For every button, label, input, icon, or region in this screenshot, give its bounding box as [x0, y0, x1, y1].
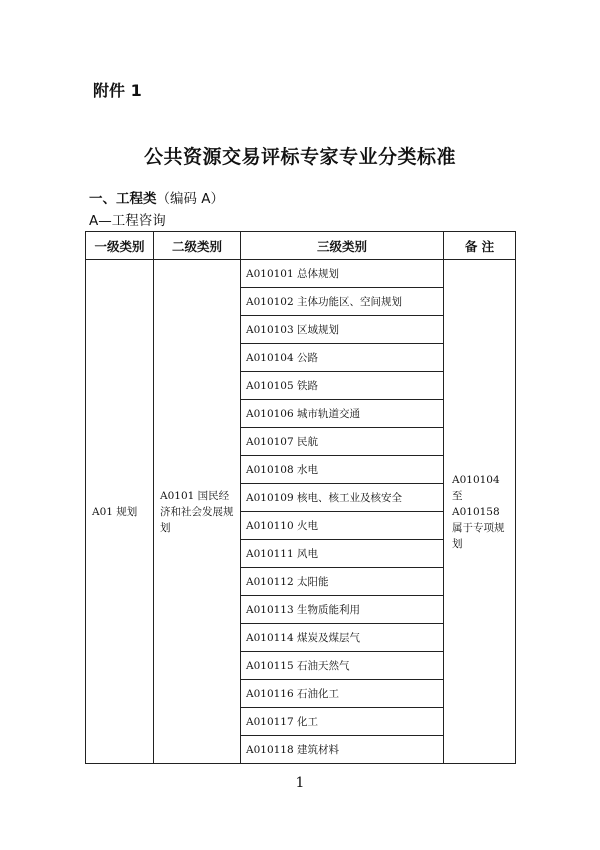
- level3-cell: A010113 生物质能利用: [241, 596, 444, 624]
- level3-cell: A010104 公路: [241, 344, 444, 372]
- header-level1: 一级类别: [86, 232, 154, 260]
- level3-cell: A010101 总体规划: [241, 260, 444, 288]
- level3-cell: A010108 水电: [241, 456, 444, 484]
- attachment-label: 附件 1: [93, 81, 142, 100]
- level3-cell: A010110 火电: [241, 512, 444, 540]
- page-number: 1: [295, 775, 305, 791]
- level3-cell: A010116 石油化工: [241, 680, 444, 708]
- level3-cell: A010106 城市轨道交通: [241, 400, 444, 428]
- section-subheading: A—工程咨询: [89, 213, 166, 229]
- level3-cell: A010114 煤炭及煤层气: [241, 624, 444, 652]
- section-heading-text: 一、工程类: [89, 191, 157, 207]
- level3-cell: A010117 化工: [241, 708, 444, 736]
- table-header-row: [86, 232, 516, 260]
- section-heading: [89, 187, 224, 207]
- level2-cell: A0101 国民经济和社会发展规划: [154, 260, 241, 764]
- document-title: 公共资源交易评标专家专业分类标准: [143, 146, 456, 168]
- header-level2: 二级类别: [154, 232, 241, 260]
- header-level3: 三级类别: [241, 232, 444, 260]
- level3-cell: A010115 石油天然气: [241, 652, 444, 680]
- level3-cell: A010102 主体功能区、空间规划: [241, 288, 444, 316]
- section-code: （编码 A）: [156, 191, 225, 207]
- level3-cell: A010111 风电: [241, 540, 444, 568]
- level3-cell: A010105 铁路: [241, 372, 444, 400]
- level3-cell: A010103 区域规划: [241, 316, 444, 344]
- note-cell: A010104 至 A010158 属于专项规划: [444, 260, 516, 764]
- level3-cell: A010109 核电、核工业及核安全: [241, 484, 444, 512]
- table-body: [86, 260, 516, 764]
- level1-cell: A01 规划: [86, 260, 154, 764]
- header-note: 备 注: [444, 232, 516, 260]
- level3-cell: A010107 民航: [241, 428, 444, 456]
- level3-cell: A010118 建筑材料: [241, 736, 444, 764]
- table-row: [86, 260, 516, 288]
- classification-table: [85, 231, 516, 764]
- level3-cell: A010112 太阳能: [241, 568, 444, 596]
